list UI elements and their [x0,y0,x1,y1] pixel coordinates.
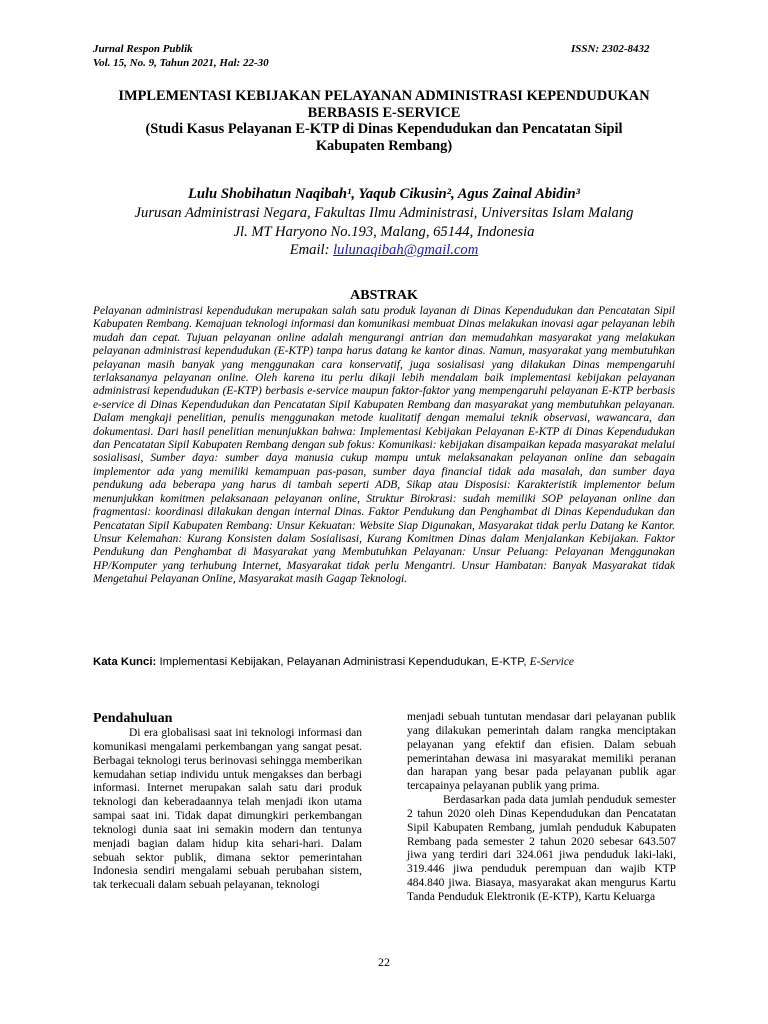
abstract-heading: ABSTRAK [350,288,418,303]
intro-paragraph-continued: menjadi sebuah tuntutan mendasar dari pelayanan publik yang dilakukan pemerintah dalam rangka menciptakan pelayanan yang efektif dan efisien. Dalam sebuah pemerintahan dewasa ini masyarakat memiliki peranan dan harapan yang besar pada pelayanan publik agar tercapainya pelayanan publik yang prima. [407,711,676,793]
journal-volume: Vol. 15, No. 9, Tahun 2021, Hal: 22-30 [93,57,269,69]
abstract-text: Pelayanan administrasi kependudukan merupakan salah satu produk layanan di Dinas Kependudukan dan Pencatatan Sipil Kabupaten Rembang. Kemajuan teknologi informasi dan komunikasi membuat Dinas melakukan inovasi agar pelayanan lebih mudah dan cepat. Tujuan pelayanan online adalah mengurangi antrian dan memudahkan masyarakat yang melakukan pelayanan administrasi kependudukan (E-KTP) tanpa harus datang ke kantor dinas. Namun, masyarakat yang membutuhkan pelayanan masih banyak yang menggunakan cara konservatif, juga sosialisasi yang dilakukan Dinas mempengaruhi terlaksananya pelayanan online. Oleh karena itu perlu dikaji lebih mendalam baik implementasi kebijakan pelayanan administrasi kependudukan (E-KTP) berbasis e-service maupun faktor-faktor yang mempengaruhi pelayanan E-KTP berbasis e-service di Dinas Kependudukan dan Pencatatan Sipil Kabupaten Rembang dan masyarakat yang membutuhkan pelayanan. Dalam mengkaji penelitian, penulis menggunakan metode kualitatif dengan memalui teknik observasi, wawancara, dan dokumentasi. Dari hasil penelitian menunjukkan bahwa: Implementasi Kebijakan Pelayanan E-KTP di Dinas Kependudukan dan Pencatatan Sipil Kabupaten Rembang dengan sub fokus: Komunikasi: kebijakan disampaikan kepada masyarakat melalui sosialisasi, Sumber daya: sumber daya manusia cukup mampu untuk melaksanakan pelayanan online dan sebagain implementor ada yang memiliki kemampuan pas-pasan, sumber daya financial tidak ada masalah, dan sumber daya pendukung ada beberapa yang harus di tambah seperti ADB, Sikap atau Disposisi: Karakteristik implementor belum menunjukkan komitmen pelaksanaan pelayanan online, Struktur Birokrasi: sudah memiliki SOP pelayanan online dan fragmentasi: koordinasi dilakukan dengan internal Dinas. Faktor Pendukung dan Penghambat di Dinas Kependudukan dan Pencatatan Sipil Kabupaten Rembang: Unsur Kekuatan: Website Siap Digunakan, Masyarakat tidak perlu Datang ke Kantor. Unsur Kelemahan: Kurang Konsisten dalam Sosialisasi, Kurang Komitmen Dinas dalam Menjalankan Kebijakan. Faktor Pendukung dan Penghambat di Masyarakat yang Membutuhkan Pelayanan: Unsur Peluang: Pelayanan Menggunakan HP/Komputer yang terhubung Internet, Masyarakat tidak perlu Mengantri. Unsur Hambatan: Banyak Masyarakat tidak Mengetahui Pelayanan Online, Masyarakat masih Gagap Teknologi. [93,305,675,586]
email-label: Email: [289,242,334,259]
keywords-text: Implementasi Kebijakan, Pelayanan Administrasi Kependudukan, E-KTP, [156,656,530,668]
title-line-1: IMPLEMENTASI KEBIJAKAN PELAYANAN ADMINISTRASI KEPENDUDUKAN [118,88,650,104]
author-affiliation: Jurusan Administrasi Negara, Fakultas Ilmu Administrasi, Universitas Islam Malang [134,204,634,221]
right-column [407,711,676,905]
author-email-line [60,241,708,260]
journal-header [93,42,269,70]
title-line-2: BERBASIS E-SERVICE [307,104,461,121]
left-column [93,710,362,893]
journal-issn: ISSN: 2302-8432 [571,43,650,55]
intro-paragraph-2: Berdasarkan pada data jumlah penduduk semester 2 tahun 2020 oleh Dinas Kependudukan dan Pencatatan Sipil Kabupaten Rembang, jumlah penduduk Kabupaten Rembang pada semester 2 tahun 2020 sebesar 643.507 jiwa yang terdiri dari 324.061 jiwa penduduk laki-laki, 319.446 jiwa penduduk perempuan dan wajib KTP 484.840 jiwa. Biasaya, masyarakat akan mengurus Kartu Tanda Penduduk Elektronik (E-KTP), Kartu Keluarga [407,794,676,903]
author-names: Lulu Shobihatun Naqibah¹, Yaqub Cikusin², Agus Zainal Abidin³ [187,186,581,202]
keywords-label: Kata Kunci: [93,656,157,668]
intro-paragraph-1: Di era globalisasi saat ini teknologi informasi dan komunikasi mengalami perkembangan yang sangat pesat. Berbagai teknologi terus berinovasi sehingga memberikan kemudahan setiap individu untuk mengakses dan berbagi informasi. Internet merupakan salah satu dari produk teknologi dan keberadaannya telah menjadi ikon utama sampai saat ini. Tidak dapat dimungkiri perkembangan teknologi dunia saat ini semakin modern dan tentunya menjadi bagian dalam hidup kita sehari-hari. Dalam sebuah sektor publik, dimana sektor pemerintahan Indonesia sendiri mengalami sebuah perubahan sistem, tak terkecuali dalam sebuah pelayanan, teknologi [93,727,362,892]
keywords [93,655,693,669]
author-block [60,185,708,260]
email-link[interactable]: lulunaqibah@gmail.com [333,242,479,259]
journal-name: Jurnal Respon Publik [93,43,193,55]
subtitle-line-2: Kabupaten Rembang) [315,137,453,154]
page-number: 22 [378,955,390,969]
author-address: Jl. MT Haryono No.193, Malang, 65144, Indonesia [233,223,535,240]
paper-title [60,88,708,154]
keywords-last: E-Service [529,656,574,668]
subtitle-line-1: (Studi Kasus Pelayanan E-KTP di Dinas Kependudukan dan Pencatatan Sipil [145,121,623,138]
section-heading-introduction: Pendahuluan [93,711,173,726]
